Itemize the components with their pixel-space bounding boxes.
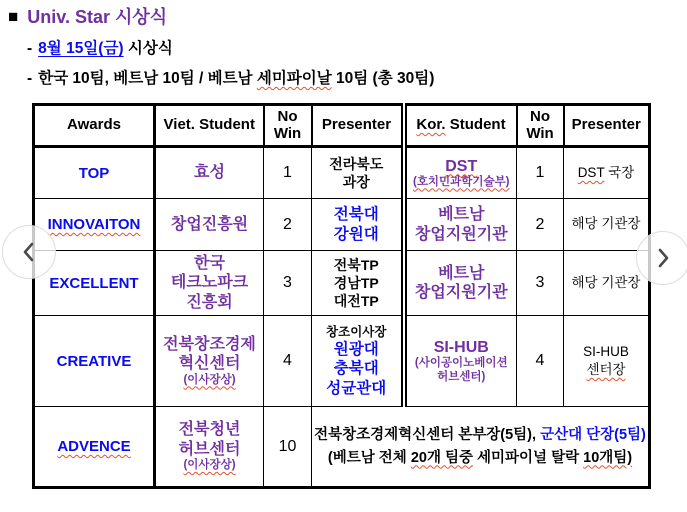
page-title xyxy=(8,3,167,29)
presenter-line: 대전TP xyxy=(333,293,379,310)
presenter-line: 센터장 xyxy=(586,362,626,377)
presenter-word: DST xyxy=(577,164,605,180)
bullet-line-teams xyxy=(27,66,434,88)
dash: - xyxy=(27,40,33,57)
viet-student-line: 전북창조경제 xyxy=(163,335,256,353)
no-win-line1: No xyxy=(277,107,298,125)
kor-suffix: Student xyxy=(449,116,506,134)
viet-no-win-cell: 1 xyxy=(264,147,312,199)
merged-text: (베트남 전체 xyxy=(327,449,407,466)
square-bullet-icon: ■ xyxy=(8,6,19,26)
kor-student-subtitle: 허브센터) xyxy=(437,370,486,383)
award-cell: TOP xyxy=(34,147,155,199)
presenter-line: 전북TP xyxy=(333,256,379,273)
table-row-creative xyxy=(34,316,650,407)
date-text: 8월 15일(금) xyxy=(38,40,124,57)
kor-presenter-cell: 해당 기관장 xyxy=(564,199,650,251)
table-row-advence xyxy=(34,407,650,488)
kor-presenter-cell xyxy=(564,316,650,407)
presenter-line: SI-HUB xyxy=(583,343,629,359)
award-name: INNOVAITON xyxy=(47,216,141,233)
presenter-line: 강원대 xyxy=(333,225,379,243)
viet-student-line: 진흥회 xyxy=(186,293,233,311)
table-row-excellent xyxy=(34,251,650,316)
header-cell-presenter-2: Presenter xyxy=(564,105,650,147)
merged-text-blue: 군산대 단장(5팀) xyxy=(540,427,646,444)
award-name: ADVENCE xyxy=(57,438,131,455)
no-win-line2: Win xyxy=(273,124,302,142)
award-cell: EXCELLENT xyxy=(34,251,155,316)
teams-text-b: 10팀 (총 30팀) xyxy=(336,70,435,87)
merged-text: 세미파이널 탈락 xyxy=(477,449,580,466)
presenter-line: 과장 xyxy=(342,174,370,190)
viet-student-cell xyxy=(155,316,264,407)
presenter-head: 창조이사장 xyxy=(326,324,387,339)
header-cell-no-win-2 xyxy=(517,105,564,147)
kor-student-line: 베트남 xyxy=(438,264,485,282)
viet-student-cell: 창업진흥원 xyxy=(155,199,264,251)
viet-student-line: 혁신센터 xyxy=(178,355,241,373)
award-cell: CREATIVE xyxy=(34,316,155,407)
misspelled-word: 세미파이날 xyxy=(256,70,332,87)
kor-presenter-cell xyxy=(564,147,650,199)
viet-student-cell xyxy=(155,407,264,488)
merged-line-2 xyxy=(314,447,646,469)
kor-student-subtitle: (사이공이노베이션 xyxy=(414,356,508,369)
header-row xyxy=(34,105,650,147)
header-cell-kor-student xyxy=(404,105,517,147)
presenter-line: 전북대 xyxy=(333,206,379,224)
advence-presenter-merged-cell xyxy=(312,407,650,488)
viet-student-line: 한국 xyxy=(194,254,225,272)
kor-presenter-cell: 해당 기관장 xyxy=(564,251,650,316)
kor-prefix: Kor. xyxy=(416,116,446,134)
kor-no-win-cell: 2 xyxy=(517,199,564,251)
viet-student-cell: 효성 xyxy=(155,147,264,199)
kor-student-subtitle: (호치민과학기술부) xyxy=(412,175,510,188)
date-suffix: 시상식 xyxy=(127,40,173,57)
kor-no-win-cell: 1 xyxy=(517,147,564,199)
header-cell-no-win-1 xyxy=(264,105,312,147)
kor-student-line: 창업지원기관 xyxy=(414,225,508,243)
viet-student-subtitle: (이사장상) xyxy=(183,459,236,472)
viet-presenter-cell xyxy=(312,199,404,251)
kor-student-cell xyxy=(404,251,517,316)
chevron-left-icon xyxy=(21,241,37,263)
viet-presenter-cell xyxy=(312,251,404,316)
merged-line-1 xyxy=(314,424,646,446)
viet-no-win-cell: 4 xyxy=(264,316,312,407)
kor-student-line: 창업지원기관 xyxy=(414,284,508,301)
viet-no-win-cell: 3 xyxy=(264,251,312,316)
header-cell-presenter-1: Presenter xyxy=(312,105,404,147)
awards-table xyxy=(32,103,651,489)
presenter-line: 원광대 xyxy=(333,341,379,359)
chevron-right-icon xyxy=(655,247,671,269)
table-row-innovaiton xyxy=(34,199,650,251)
kor-student-name: SI-HUB xyxy=(433,338,489,356)
kor-student-name: DST xyxy=(445,157,478,175)
presenter-word: 국장 xyxy=(608,164,635,180)
page-title-text: Univ. Star 시상식 xyxy=(27,7,168,27)
kor-student-line: 베트남 xyxy=(438,206,485,224)
viet-no-win-cell: 2 xyxy=(264,199,312,251)
presenter-line: 경남TP xyxy=(333,274,379,291)
dash: - xyxy=(27,70,33,87)
kor-student-cell xyxy=(404,316,517,407)
header-cell-awards: Awards xyxy=(34,105,155,147)
carousel-prev-button[interactable] xyxy=(2,225,56,279)
kor-student-cell xyxy=(404,147,517,199)
viet-student-subtitle: (이사장상) xyxy=(183,373,236,386)
no-win-line2: Win xyxy=(526,124,554,142)
merged-text-misspelled: 10개팀) xyxy=(583,449,633,466)
viet-no-win-cell: 10 xyxy=(264,407,312,488)
viet-student-line: 테크노파크 xyxy=(170,274,249,292)
header-cell-viet-student: Viet. Student xyxy=(155,105,264,147)
viet-student-line: 허브센터 xyxy=(178,440,241,458)
kor-no-win-cell: 4 xyxy=(517,316,564,407)
merged-text-black: 전북창조경제혁신센터 본부장(5팀), xyxy=(314,427,537,444)
table-row-top xyxy=(34,147,650,199)
viet-presenter-cell xyxy=(312,316,404,407)
merged-text-misspelled: 20개 팀중 xyxy=(410,449,473,466)
presenter-line: 충북대 xyxy=(333,360,379,378)
no-win-line1: No xyxy=(530,107,550,125)
viet-student-line: 전북청년 xyxy=(178,421,241,439)
award-cell xyxy=(34,407,155,488)
carousel-next-button[interactable] xyxy=(636,231,687,285)
teams-text-a: 한국 10팀, 베트남 10팀 / 베트남 xyxy=(38,70,253,87)
presenter-line: 성균관대 xyxy=(326,379,387,397)
presenter-line: 전라북도 xyxy=(329,155,384,172)
bullet-line-date xyxy=(27,36,173,58)
kor-no-win-cell: 3 xyxy=(517,251,564,316)
viet-presenter-cell xyxy=(312,147,404,199)
kor-student-cell xyxy=(404,199,517,251)
viet-student-cell xyxy=(155,251,264,316)
